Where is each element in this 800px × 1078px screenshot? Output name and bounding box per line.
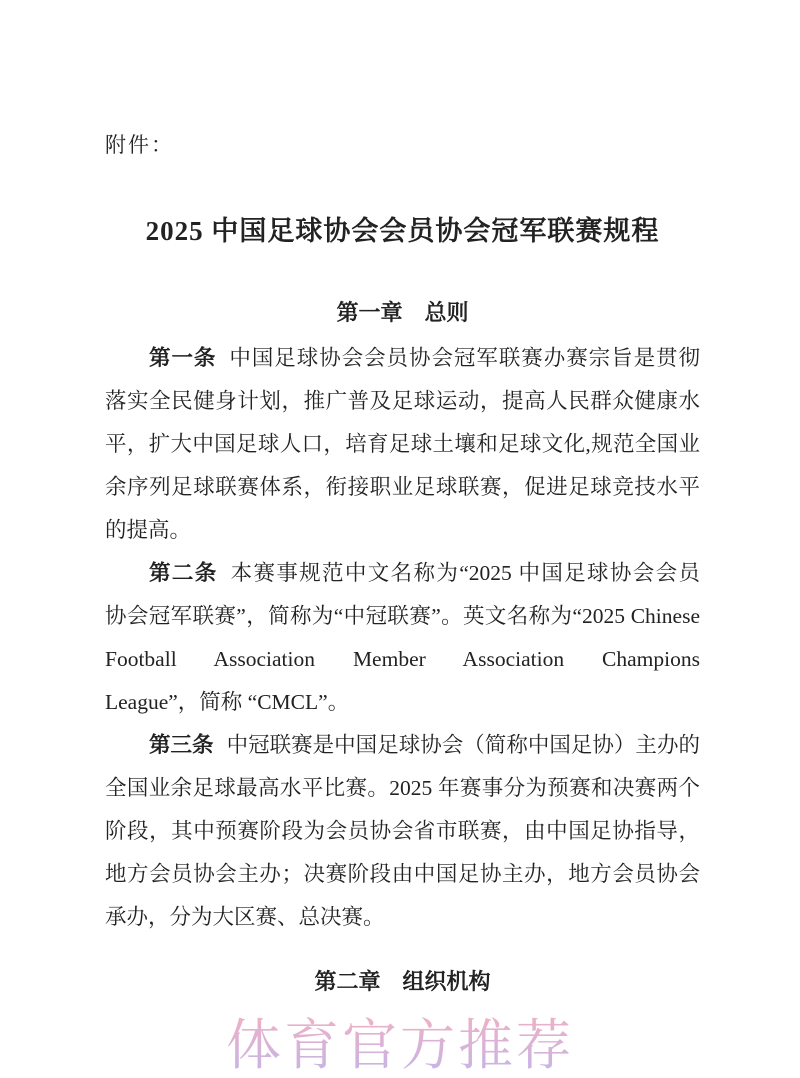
watermark-text: 体育官方推荐 xyxy=(0,1001,800,1078)
body-line-text: 阶段，其中预赛阶段为会员协会省市联赛，由中国足协指导， xyxy=(105,819,700,843)
body-line-text: 地方会员协会主办；决赛阶段由中国足协主办，地方会员协会 xyxy=(105,862,700,886)
body-line-text: 中冠联赛是中国足球协会（简称中国足协）主办的 xyxy=(226,733,700,757)
body-line-text: 的提高。 xyxy=(105,518,192,542)
article-label: 第二条 xyxy=(149,561,218,585)
body-line xyxy=(105,896,700,939)
body-line xyxy=(105,423,700,466)
body-line xyxy=(105,767,700,810)
body-line-text: League”，简称 “CMCL”。 xyxy=(105,690,350,714)
body-line xyxy=(105,380,700,423)
chapter-2-heading: 第二章 组织机构 xyxy=(314,969,491,994)
body-line-text: 落实全民健身计划，推广普及足球运动，提高人民群众健康水 xyxy=(105,389,700,413)
body-line xyxy=(105,810,700,853)
body-line-text: 协会冠军联赛”，简称为“中冠联赛”。英文名称为“2025 Chinese xyxy=(105,604,700,628)
body-line xyxy=(105,853,700,896)
body-line-text: 平，扩大中国足球人口，培育足球土壤和足球文化,规范全国业 xyxy=(105,432,700,456)
body-line-text: 全国业余足球最高水平比赛。2025 年赛事分为预赛和决赛两个 xyxy=(105,776,700,800)
body-line xyxy=(105,509,700,552)
document-title: 2025 中国足球协会会员协会冠军联赛规程 xyxy=(145,216,660,246)
body-line-text: Football Association Member Association Champions xyxy=(105,647,700,671)
body-line xyxy=(105,337,700,380)
body-line xyxy=(105,595,700,638)
body-line-text: 承办，分为大区赛、总决赛。 xyxy=(105,905,385,929)
body-line xyxy=(105,466,700,509)
chapter-1-heading: 第一章 总则 xyxy=(336,300,469,325)
article-label: 第三条 xyxy=(149,733,214,757)
body-line xyxy=(105,638,700,681)
document-body xyxy=(105,337,700,939)
body-line xyxy=(105,681,700,724)
body-line-text: 本赛事规范中文名称为“2025 中国足球协会会员 xyxy=(230,561,700,585)
body-line xyxy=(105,552,700,595)
attachment-label: 附件： xyxy=(105,133,174,157)
article-label: 第一条 xyxy=(149,346,217,370)
body-line xyxy=(105,724,700,767)
body-line-text: 中国足球协会会员协会冠军联赛办赛宗旨是贯彻 xyxy=(229,346,700,370)
body-line-text: 余序列足球联赛体系，衔接职业足球联赛，促进足球竞技水平 xyxy=(105,475,700,499)
